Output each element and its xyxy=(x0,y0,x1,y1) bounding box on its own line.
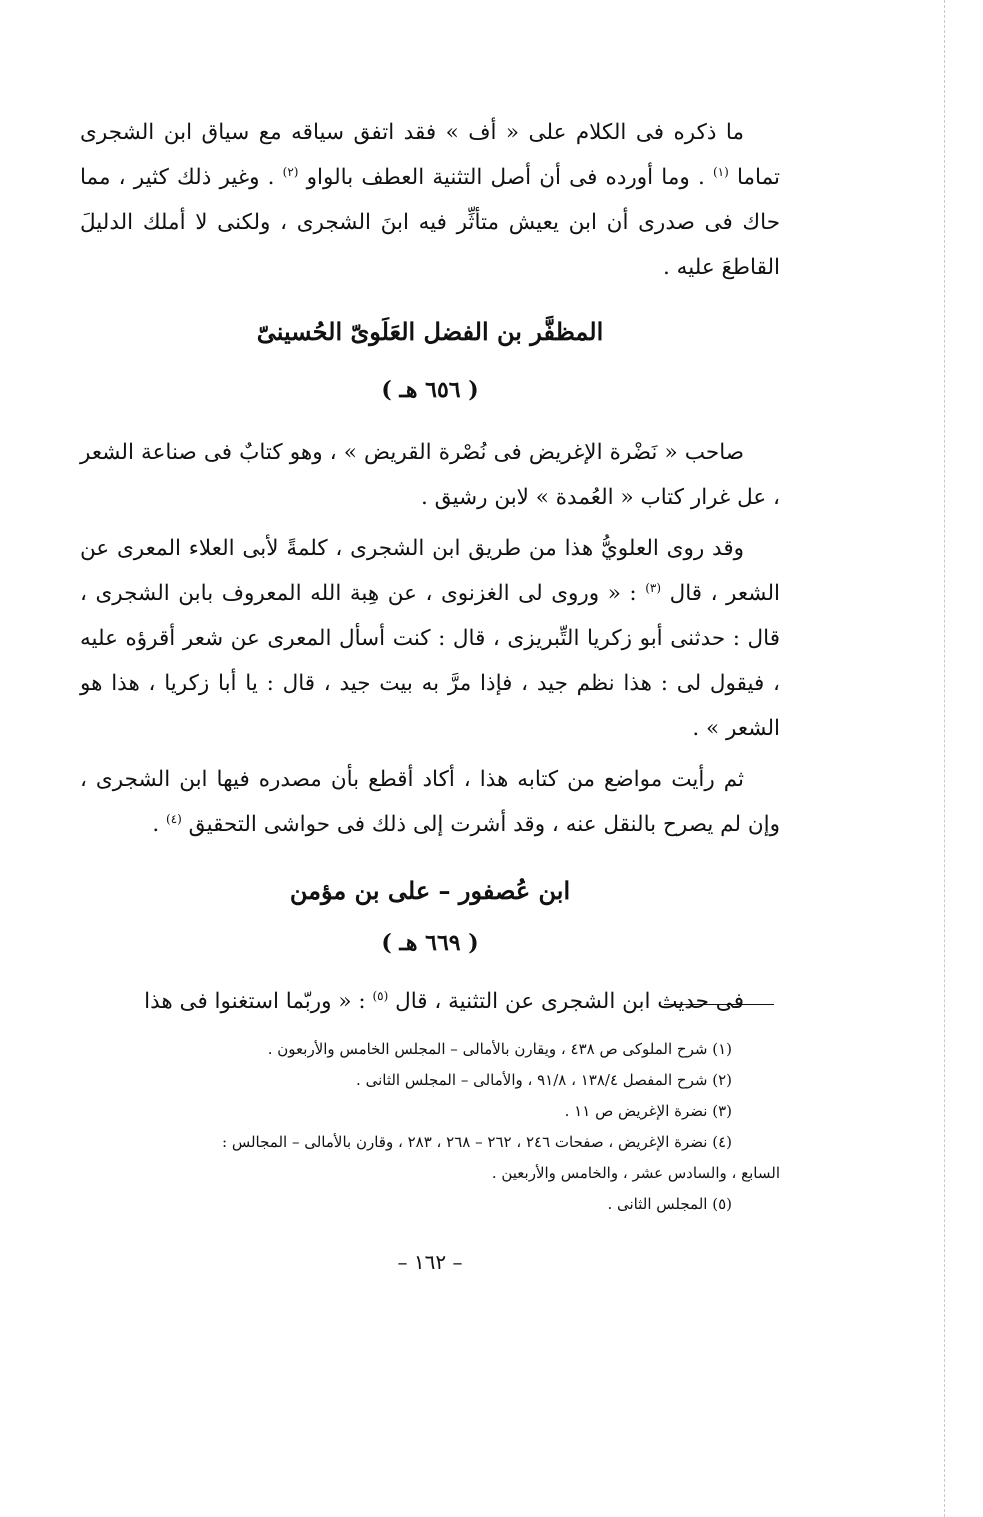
footnote-1: (١) شرح الملوكى ص ٤٣٨ ، ويقارن بالأمالى – المجلس الخامس والأربعون . xyxy=(267,1040,732,1058)
paragraph-1-text-c: . وغير ذلك كثير ، مما حاك فى صدرى أن ابن يعيش متأثِّر فيه ابنَ الشجرى ، ولكنى لا أملك الدليلَ القاطعَ عليه . xyxy=(80,165,780,280)
paragraph-5-text-b: : « وربّما استغنوا فى هذا xyxy=(144,989,373,1014)
footnote-ref-1: (١) xyxy=(712,164,729,179)
paragraph-5 xyxy=(80,979,780,1024)
paragraph-4 xyxy=(80,757,780,847)
footnote-ref-3: (٣) xyxy=(645,580,662,595)
paragraph-1 xyxy=(80,110,780,290)
footnote-4-continuation: السابع ، والسادس عشر ، والخامس والأربعين . xyxy=(491,1164,780,1182)
section-heading-ibn-usfur: ابن عُصفور – على بن مؤمن xyxy=(289,876,571,905)
footnote-separator xyxy=(664,1004,774,1005)
section-heading-muzaffar: المظفَّر بن الفضل العَلَوىّ الحُسينىّ xyxy=(256,317,604,346)
footnote-5: (٥) المجلس الثانى . xyxy=(607,1195,732,1213)
footnote-3: (٣) نضرة الإغريض ص ١١ . xyxy=(564,1102,732,1120)
footnotes xyxy=(80,1034,780,1220)
footnote-ref-4: (٤) xyxy=(166,811,182,826)
section-date-muzaffar: ( ٦٥٦ هـ ) xyxy=(381,377,479,403)
footnote-2: (٢) شرح المفصل ١٣٨/٤ ، ٩١/٨ ، والأمالى – المجلس الثانى . xyxy=(356,1071,732,1089)
paragraph-3 xyxy=(80,526,780,751)
paragraph-2: صاحب « نَضْرة الإغريض فى نُصْرة القريض » ، وهو كتابٌ فى صناعة الشعر ، عل غرار كتاب « العُمدة » لابن رشيق . xyxy=(80,440,780,510)
paragraph-3-text-b: : « وروى لى الغزنوى ، عن هِبة الله المعروف بابن الشجرى ، قال : حدثنى أبو زكريا التِّبريزى ، قال : كنت أسأل المعرى عن شعر أقرؤه عليه ، فيقول لى : هذا نظم جيد ، فإذا مرَّ به بيت جيد ، قال : يا أبا زكريا ، هذا هو الشعر » . xyxy=(80,581,780,741)
page-edge-guide xyxy=(944,0,945,1517)
paragraph-4-text-b: . xyxy=(152,812,167,837)
main-text xyxy=(80,110,780,1024)
page-number: – ١٦٢ – xyxy=(397,1250,463,1274)
footnote-ref-5: (٥) xyxy=(372,988,389,1003)
section-date-ibn-usfur: ( ٦٦٩ هـ ) xyxy=(381,930,479,956)
paragraph-5-text-a: فى حديث ابن الشجرى عن التثنية ، قال xyxy=(388,989,744,1014)
footnote-4: (٤) نضرة الإغريض ، صفحات ٢٤٦ ، ٢٦٢ – ٢٦٨ ، ٢٨٣ ، وقارن بالأمالى – المجالس : xyxy=(222,1133,732,1151)
paragraph-3-text-a: وقد روى العلويُّ هذا من طريق ابن الشجرى ، كلمةً لأبى العلاء المعرى عن الشعر ، قال xyxy=(80,536,780,606)
paragraph-4-text-a: ثم رأيت مواضع من كتابه هذا ، أكاد أقطع بأن مصدره فيها ابن الشجرى ، وإن لم يصرح بالنقل عنه ، وقد أشرت إلى ذلك فى حواشى التحقيق xyxy=(80,767,780,837)
footnote-ref-2: (٢) xyxy=(282,164,299,179)
paragraph-1-text-b: . وما أورده فى أن أصل التثنية العطف بالواو xyxy=(298,165,713,190)
paragraph-1-text-a: ما ذكره فى الكلام على « أف » فقد اتفق سياقه مع سياق ابن الشجرى تماما xyxy=(80,120,781,190)
